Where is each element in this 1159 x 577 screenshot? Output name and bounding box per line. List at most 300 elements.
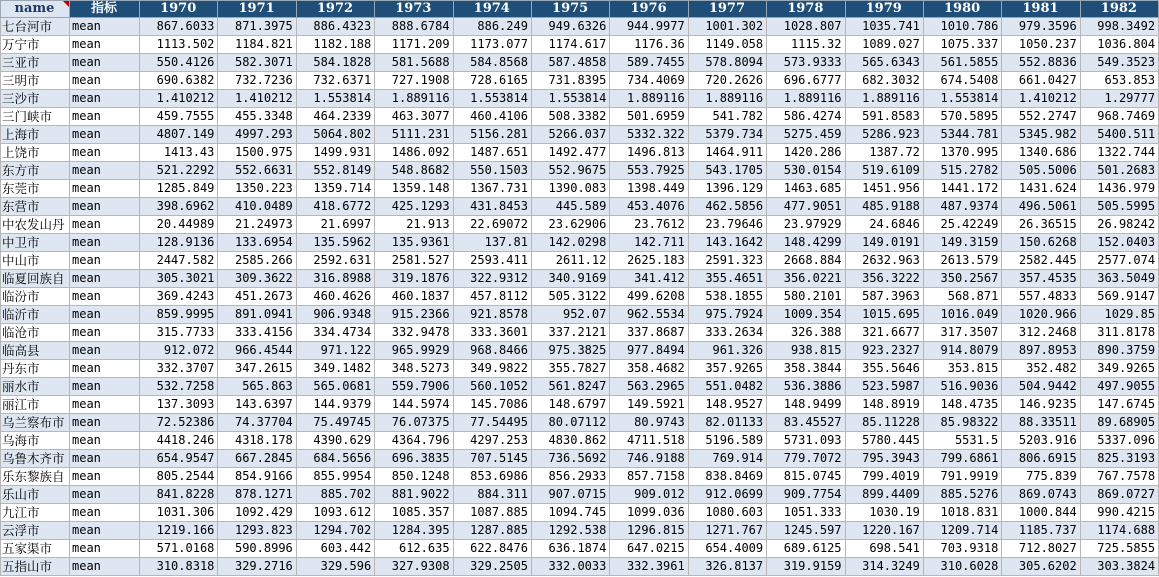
cell-value[interactable]: 332.3961 [610,558,688,576]
cell-value[interactable]: 26.98242 [1080,216,1158,234]
cell-indicator[interactable]: mean [70,432,140,450]
cell-value[interactable]: 358.4682 [610,360,688,378]
cell-value[interactable]: 1051.333 [767,504,845,522]
cell-value[interactable]: 1500.975 [218,144,296,162]
cell-value[interactable]: 5275.459 [767,126,845,144]
cell-value[interactable]: 521.2292 [140,162,218,180]
cell-value[interactable]: 1294.702 [296,522,374,540]
cell-value[interactable]: 855.9954 [296,468,374,486]
cell-city-name[interactable]: 五家渠市 [1,540,70,558]
cell-value[interactable]: 886.249 [453,18,531,36]
cell-value[interactable]: 501.6959 [610,108,688,126]
cell-value[interactable]: 1001.302 [688,18,766,36]
cell-value[interactable]: 26.36515 [1002,216,1080,234]
cell-city-name[interactable]: 丽水市 [1,378,70,396]
cell-value[interactable]: 548.8682 [375,162,453,180]
cell-value[interactable]: 1.889116 [767,90,845,108]
column-header-indicator[interactable]: 指标 [70,1,140,18]
cell-value[interactable]: 135.9361 [375,234,453,252]
cell-value[interactable]: 1292.538 [531,522,609,540]
column-header-year[interactable]: 1970 [140,1,218,18]
cell-value[interactable]: 305.3021 [140,270,218,288]
column-header-year[interactable]: 1971 [218,1,296,18]
cell-value[interactable]: 1390.083 [531,180,609,198]
cell-value[interactable]: 1209.714 [923,522,1001,540]
cell-value[interactable]: 505.3122 [531,288,609,306]
cell-value[interactable]: 353.815 [923,360,1001,378]
cell-value[interactable]: 1050.237 [1002,36,1080,54]
cell-value[interactable]: 552.8836 [1002,54,1080,72]
cell-value[interactable]: 2593.411 [453,252,531,270]
column-header-year[interactable]: 1976 [610,1,688,18]
cell-city-name[interactable]: 三沙市 [1,90,70,108]
cell-value[interactable]: 82.01133 [688,414,766,432]
cell-value[interactable]: 128.9136 [140,234,218,252]
cell-value[interactable]: 505.5995 [1080,198,1158,216]
cell-indicator[interactable]: mean [70,18,140,36]
cell-city-name[interactable]: 临夏回族自 [1,270,70,288]
cell-value[interactable]: 5400.511 [1080,126,1158,144]
cell-value[interactable]: 1413.43 [140,144,218,162]
cell-value[interactable]: 348.5273 [375,360,453,378]
cell-value[interactable]: 2611.12 [531,252,609,270]
cell-city-name[interactable]: 临沂市 [1,306,70,324]
cell-value[interactable]: 418.6772 [296,198,374,216]
cell-indicator[interactable]: mean [70,342,140,360]
cell-value[interactable]: 690.6382 [140,72,218,90]
column-header-year[interactable]: 1975 [531,1,609,18]
cell-value[interactable]: 552.2747 [1002,108,1080,126]
cell-value[interactable]: 1010.786 [923,18,1001,36]
cell-value[interactable]: 5203.916 [1002,432,1080,450]
cell-value[interactable]: 565.0681 [296,378,374,396]
cell-value[interactable]: 83.45527 [767,414,845,432]
cell-value[interactable]: 563.2965 [610,378,688,396]
cell-value[interactable]: 329.2505 [453,558,531,576]
cell-value[interactable]: 21.6997 [296,216,374,234]
cell-value[interactable]: 2447.582 [140,252,218,270]
cell-value[interactable]: 1036.804 [1080,36,1158,54]
cell-value[interactable]: 975.7924 [688,306,766,324]
cell-value[interactable]: 89.68905 [1080,414,1158,432]
cell-value[interactable]: 856.2933 [531,468,609,486]
cell-value[interactable]: 712.8027 [1002,540,1080,558]
cell-value[interactable]: 445.589 [531,198,609,216]
cell-value[interactable]: 2592.631 [296,252,374,270]
cell-value[interactable]: 825.3193 [1080,450,1158,468]
cell-value[interactable]: 356.3222 [845,270,923,288]
cell-value[interactable]: 142.0298 [531,234,609,252]
cell-city-name[interactable]: 上海市 [1,126,70,144]
cell-value[interactable]: 841.8228 [140,486,218,504]
cell-value[interactable]: 736.5692 [531,450,609,468]
cell-value[interactable]: 4807.149 [140,126,218,144]
cell-value[interactable]: 144.5974 [375,396,453,414]
cell-value[interactable]: 5531.5 [923,432,1001,450]
cell-value[interactable]: 568.871 [923,288,1001,306]
cell-value[interactable]: 853.6986 [453,468,531,486]
cell-value[interactable]: 496.5061 [1002,198,1080,216]
cell-city-name[interactable]: 上饶市 [1,144,70,162]
cell-city-name[interactable]: 临汾市 [1,288,70,306]
column-header-year[interactable]: 1973 [375,1,453,18]
cell-city-name[interactable]: 中农发山丹 [1,216,70,234]
column-header-year[interactable]: 1974 [453,1,531,18]
cell-value[interactable]: 144.9379 [296,396,374,414]
cell-value[interactable]: 1431.624 [1002,180,1080,198]
cell-value[interactable]: 587.4858 [531,54,609,72]
cell-value[interactable]: 337.2121 [531,324,609,342]
cell-value[interactable]: 355.7827 [531,360,609,378]
cell-value[interactable]: 543.1705 [688,162,766,180]
cell-value[interactable]: 5345.982 [1002,126,1080,144]
cell-value[interactable]: 4390.629 [296,432,374,450]
cell-value[interactable]: 553.7925 [610,162,688,180]
cell-value[interactable]: 326.8137 [688,558,766,576]
cell-value[interactable]: 137.3093 [140,396,218,414]
cell-value[interactable]: 746.9188 [610,450,688,468]
cell-indicator[interactable]: mean [70,198,140,216]
cell-value[interactable]: 1.889116 [845,90,923,108]
cell-city-name[interactable]: 乌海市 [1,432,70,450]
cell-value[interactable]: 591.8583 [845,108,923,126]
cell-value[interactable]: 1387.72 [845,144,923,162]
cell-value[interactable]: 1031.306 [140,504,218,522]
cell-value[interactable]: 2625.183 [610,252,688,270]
cell-value[interactable]: 309.3622 [218,270,296,288]
cell-value[interactable]: 720.2626 [688,72,766,90]
cell-value[interactable]: 4318.178 [218,432,296,450]
cell-value[interactable]: 333.2634 [688,324,766,342]
cell-value[interactable]: 1420.286 [767,144,845,162]
cell-value[interactable]: 460.1837 [375,288,453,306]
cell-value[interactable]: 316.8988 [296,270,374,288]
cell-value[interactable]: 869.0727 [1080,486,1158,504]
cell-value[interactable]: 1115.32 [767,36,845,54]
cell-value[interactable]: 358.3844 [767,360,845,378]
cell-value[interactable]: 329.2716 [218,558,296,576]
cell-value[interactable]: 1220.167 [845,522,923,540]
cell-indicator[interactable]: mean [70,486,140,504]
cell-value[interactable]: 143.6397 [218,396,296,414]
cell-value[interactable]: 147.6745 [1080,396,1158,414]
cell-city-name[interactable]: 乌鲁木齐市 [1,450,70,468]
cell-value[interactable]: 311.8178 [1080,324,1158,342]
cell-city-name[interactable]: 丽江市 [1,396,70,414]
cell-value[interactable]: 5344.781 [923,126,1001,144]
cell-value[interactable]: 1487.651 [453,144,531,162]
cell-value[interactable]: 938.815 [767,342,845,360]
cell-value[interactable]: 4711.518 [610,432,688,450]
cell-value[interactable]: 1322.744 [1080,144,1158,162]
column-header-year[interactable]: 1980 [923,1,1001,18]
cell-indicator[interactable]: mean [70,216,140,234]
cell-value[interactable]: 1099.036 [610,504,688,522]
cell-value[interactable]: 519.6109 [845,162,923,180]
cell-indicator[interactable]: mean [70,90,140,108]
cell-value[interactable]: 552.8149 [296,162,374,180]
cell-value[interactable]: 357.9265 [688,360,766,378]
cell-value[interactable]: 332.9478 [375,324,453,342]
cell-value[interactable]: 815.0745 [767,468,845,486]
cell-city-name[interactable]: 乐东黎族自 [1,468,70,486]
cell-value[interactable]: 907.0715 [531,486,609,504]
cell-value[interactable]: 1093.612 [296,504,374,522]
cell-value[interactable]: 578.8094 [688,54,766,72]
cell-value[interactable]: 455.3348 [218,108,296,126]
cell-value[interactable]: 150.6268 [1002,234,1080,252]
cell-value[interactable]: 731.8395 [531,72,609,90]
cell-value[interactable]: 1.410212 [140,90,218,108]
cell-value[interactable]: 305.6202 [1002,558,1080,576]
cell-value[interactable]: 674.5408 [923,72,1001,90]
cell-value[interactable]: 460.4626 [296,288,374,306]
cell-value[interactable]: 21.24973 [218,216,296,234]
cell-value[interactable]: 1.410212 [218,90,296,108]
cell-value[interactable]: 135.5962 [296,234,374,252]
cell-value[interactable]: 326.388 [767,324,845,342]
cell-value[interactable]: 451.2673 [218,288,296,306]
cell-value[interactable]: 5332.322 [610,126,688,144]
cell-value[interactable]: 72.52386 [140,414,218,432]
cell-indicator[interactable]: mean [70,36,140,54]
cell-value[interactable]: 80.9743 [610,414,688,432]
cell-value[interactable]: 682.3032 [845,72,923,90]
cell-value[interactable]: 949.6326 [531,18,609,36]
cell-value[interactable]: 148.9499 [767,396,845,414]
cell-indicator[interactable]: mean [70,414,140,432]
cell-value[interactable]: 332.3707 [140,360,218,378]
cell-value[interactable]: 857.7158 [610,468,688,486]
cell-value[interactable]: 979.3596 [1002,18,1080,36]
cell-city-name[interactable]: 万宁市 [1,36,70,54]
cell-indicator[interactable]: mean [70,162,140,180]
cell-value[interactable]: 1029.85 [1080,306,1158,324]
cell-value[interactable]: 142.711 [610,234,688,252]
cell-value[interactable]: 1464.911 [688,144,766,162]
cell-city-name[interactable]: 东营市 [1,198,70,216]
cell-value[interactable]: 5064.802 [296,126,374,144]
cell-value[interactable]: 1.553814 [296,90,374,108]
cell-value[interactable]: 1176.36 [610,36,688,54]
cell-value[interactable]: 1492.477 [531,144,609,162]
cell-value[interactable]: 5111.231 [375,126,453,144]
cell-value[interactable]: 871.3975 [218,18,296,36]
cell-value[interactable]: 133.6954 [218,234,296,252]
cell-value[interactable]: 76.07375 [375,414,453,432]
cell-value[interactable]: 508.3382 [531,108,609,126]
cell-value[interactable]: 795.3943 [845,450,923,468]
cell-value[interactable]: 570.5895 [923,108,1001,126]
column-header-year[interactable]: 1977 [688,1,766,18]
cell-city-name[interactable]: 三亚市 [1,54,70,72]
cell-value[interactable]: 1174.617 [531,36,609,54]
cell-value[interactable]: 1092.429 [218,504,296,522]
cell-value[interactable]: 968.7469 [1080,108,1158,126]
cell-value[interactable]: 550.1503 [453,162,531,180]
cell-value[interactable]: 1451.956 [845,180,923,198]
cell-value[interactable]: 581.5688 [375,54,453,72]
cell-value[interactable]: 590.8996 [218,540,296,558]
cell-value[interactable]: 145.7086 [453,396,531,414]
cell-value[interactable]: 85.98322 [923,414,1001,432]
cell-value[interactable]: 523.5987 [845,378,923,396]
cell-value[interactable]: 1028.807 [767,18,845,36]
cell-value[interactable]: 775.839 [1002,468,1080,486]
cell-value[interactable]: 580.2101 [767,288,845,306]
cell-value[interactable]: 341.412 [610,270,688,288]
cell-value[interactable]: 463.3077 [375,108,453,126]
cell-value[interactable]: 148.4299 [767,234,845,252]
cell-indicator[interactable]: mean [70,504,140,522]
cell-value[interactable]: 551.0482 [688,378,766,396]
cell-value[interactable]: 1080.603 [688,504,766,522]
cell-value[interactable]: 1182.188 [296,36,374,54]
cell-value[interactable]: 355.4651 [688,270,766,288]
cell-city-name[interactable]: 临沧市 [1,324,70,342]
cell-value[interactable]: 349.9822 [453,360,531,378]
cell-value[interactable]: 85.11228 [845,414,923,432]
cell-value[interactable]: 1009.354 [767,306,845,324]
cell-value[interactable]: 485.9188 [845,198,923,216]
cell-value[interactable]: 1499.931 [296,144,374,162]
cell-value[interactable]: 799.6861 [923,450,1001,468]
cell-value[interactable]: 698.541 [845,540,923,558]
cell-value[interactable]: 310.6028 [923,558,1001,576]
cell-value[interactable]: 966.4544 [218,342,296,360]
cell-value[interactable]: 854.9166 [218,468,296,486]
cell-indicator[interactable]: mean [70,306,140,324]
cell-indicator[interactable]: mean [70,252,140,270]
cell-city-name[interactable]: 乐山市 [1,486,70,504]
cell-indicator[interactable]: mean [70,324,140,342]
cell-indicator[interactable]: mean [70,450,140,468]
cell-value[interactable]: 1284.395 [375,522,453,540]
cell-value[interactable]: 990.4215 [1080,504,1158,522]
cell-value[interactable]: 5156.281 [453,126,531,144]
cell-value[interactable]: 4830.862 [531,432,609,450]
cell-value[interactable]: 23.62906 [531,216,609,234]
cell-value[interactable]: 303.3824 [1080,558,1158,576]
cell-value[interactable]: 1.410212 [1002,90,1080,108]
cell-value[interactable]: 355.5646 [845,360,923,378]
cell-value[interactable]: 152.0403 [1080,234,1158,252]
cell-value[interactable]: 565.863 [218,378,296,396]
cell-value[interactable]: 357.4535 [1002,270,1080,288]
cell-city-name[interactable]: 中山市 [1,252,70,270]
cell-value[interactable]: 2585.266 [218,252,296,270]
cell-value[interactable]: 1173.077 [453,36,531,54]
cell-value[interactable]: 1370.995 [923,144,1001,162]
cell-value[interactable]: 552.9675 [531,162,609,180]
cell-value[interactable]: 661.0427 [1002,72,1080,90]
cell-city-name[interactable]: 中卫市 [1,234,70,252]
cell-value[interactable]: 329.596 [296,558,374,576]
column-header-year[interactable]: 1972 [296,1,374,18]
cell-city-name[interactable]: 东莞市 [1,180,70,198]
cell-value[interactable]: 1.553814 [531,90,609,108]
cell-value[interactable]: 149.0191 [845,234,923,252]
cell-indicator[interactable]: mean [70,126,140,144]
cell-value[interactable]: 912.0699 [688,486,766,504]
cell-value[interactable]: 398.6962 [140,198,218,216]
cell-value[interactable]: 1113.502 [140,36,218,54]
cell-value[interactable]: 1184.821 [218,36,296,54]
cell-value[interactable]: 884.311 [453,486,531,504]
cell-value[interactable]: 636.1874 [531,540,609,558]
cell-value[interactable]: 769.914 [688,450,766,468]
cell-value[interactable]: 899.4409 [845,486,923,504]
cell-value[interactable]: 654.4009 [688,540,766,558]
cell-value[interactable]: 582.3071 [218,54,296,72]
cell-value[interactable]: 1.553814 [453,90,531,108]
cell-value[interactable]: 728.6165 [453,72,531,90]
cell-value[interactable]: 310.8318 [140,558,218,576]
cell-value[interactable]: 1340.686 [1002,144,1080,162]
cell-value[interactable]: 584.8568 [453,54,531,72]
cell-indicator[interactable]: mean [70,54,140,72]
cell-indicator[interactable]: mean [70,360,140,378]
cell-value[interactable]: 1359.714 [296,180,374,198]
cell-value[interactable]: 453.4076 [610,198,688,216]
cell-value[interactable]: 149.3159 [923,234,1001,252]
cell-value[interactable]: 2613.579 [923,252,1001,270]
cell-value[interactable]: 1185.737 [1002,522,1080,540]
cell-value[interactable]: 477.9051 [767,198,845,216]
cell-value[interactable]: 886.4323 [296,18,374,36]
cell-value[interactable]: 998.3492 [1080,18,1158,36]
cell-value[interactable]: 5379.734 [688,126,766,144]
cell-indicator[interactable]: mean [70,396,140,414]
cell-value[interactable]: 75.49745 [296,414,374,432]
cell-value[interactable]: 317.3507 [923,324,1001,342]
cell-value[interactable]: 5780.445 [845,432,923,450]
cell-indicator[interactable]: mean [70,288,140,306]
cell-value[interactable]: 4364.796 [375,432,453,450]
cell-value[interactable]: 805.2544 [140,468,218,486]
cell-indicator[interactable]: mean [70,540,140,558]
cell-value[interactable]: 146.9235 [1002,396,1080,414]
cell-value[interactable]: 4297.253 [453,432,531,450]
cell-value[interactable]: 1285.849 [140,180,218,198]
cell-value[interactable]: 315.7733 [140,324,218,342]
cell-value[interactable]: 23.97929 [767,216,845,234]
cell-value[interactable]: 1398.449 [610,180,688,198]
cell-value[interactable]: 557.4833 [1002,288,1080,306]
cell-value[interactable]: 538.1855 [688,288,766,306]
cell-value[interactable]: 5337.096 [1080,432,1158,450]
cell-value[interactable]: 909.012 [610,486,688,504]
cell-value[interactable]: 571.0168 [140,540,218,558]
cell-value[interactable]: 667.2845 [218,450,296,468]
cell-indicator[interactable]: mean [70,108,140,126]
cell-value[interactable]: 541.782 [688,108,766,126]
cell-value[interactable]: 501.2683 [1080,162,1158,180]
cell-value[interactable]: 459.7555 [140,108,218,126]
cell-value[interactable]: 319.9159 [767,558,845,576]
cell-value[interactable]: 148.8919 [845,396,923,414]
cell-value[interactable]: 584.1828 [296,54,374,72]
cell-value[interactable]: 333.4156 [218,324,296,342]
cell-value[interactable]: 347.2615 [218,360,296,378]
cell-value[interactable]: 552.6631 [218,162,296,180]
cell-value[interactable]: 573.9333 [767,54,845,72]
cell-city-name[interactable]: 东方市 [1,162,70,180]
cell-value[interactable]: 732.7236 [218,72,296,90]
cell-value[interactable]: 952.07 [531,306,609,324]
cell-value[interactable]: 460.4106 [453,108,531,126]
cell-value[interactable]: 779.7072 [767,450,845,468]
